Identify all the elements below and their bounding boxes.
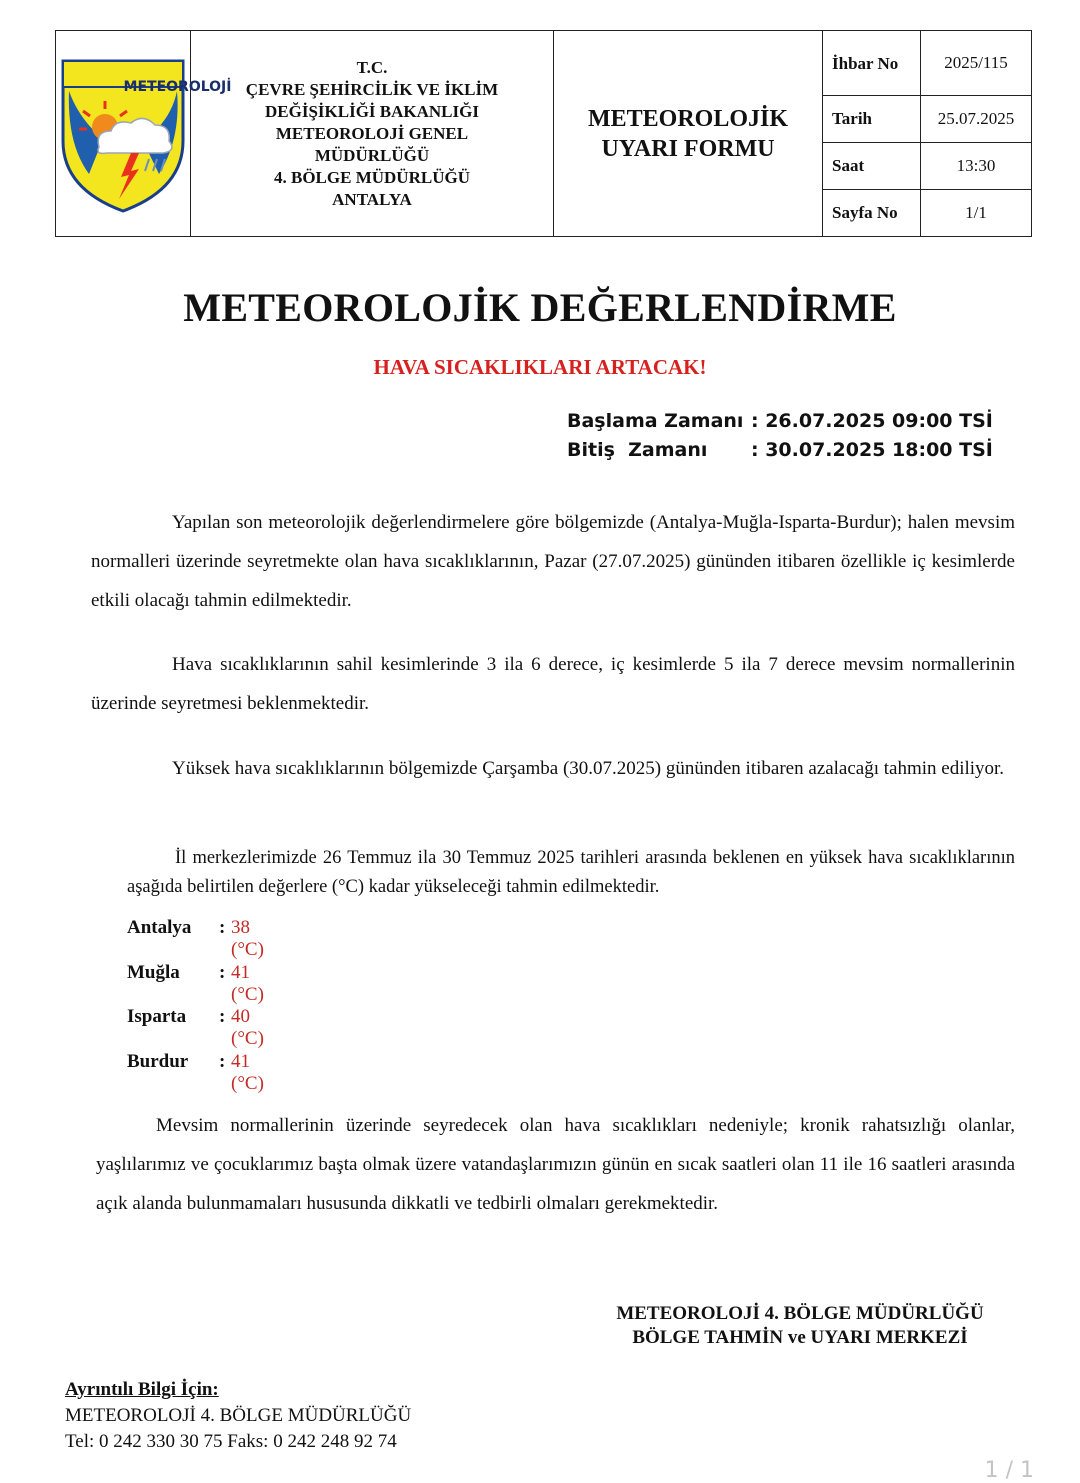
warning-subtitle: HAVA SICAKLIKLARI ARTACAK!	[373, 355, 707, 379]
contact-line-1: METEOROLOJİ 4. BÖLGE MÜDÜRLÜĞÜ	[65, 1405, 412, 1426]
temperature-city: Antalya	[127, 917, 192, 938]
paragraph-4-text: İl merkezlerimizde 26 Temmuz ila 30 Temmuz 2025 tarihleri arasında beklenen en yüksek hava sıcaklıklarının aşağıda belirtilen değerlere (°C) kadar yükseleceği tahmin edilmektedir.	[127, 848, 1015, 897]
meteoroloji-logo	[59, 49, 187, 214]
paragraph-2	[91, 645, 1015, 723]
meta-value-ihbar-no: 2025/115	[921, 31, 1032, 96]
form-title-line: UYARI FORMU	[601, 135, 775, 162]
org-line: MÜDÜRLÜĞÜ	[314, 145, 430, 165]
temperature-value: 38 (°C)	[231, 917, 264, 960]
organization-cell	[191, 31, 554, 237]
signature-line-1: METEOROLOJİ 4. BÖLGE MÜDÜRLÜĞÜ	[616, 1303, 984, 1324]
logo-text: METEOROLOJİ	[123, 78, 232, 95]
temperature-value: 40 (°C)	[231, 1006, 264, 1049]
document-title: METEOROLOJİK DEĞERLENDİRME	[183, 285, 897, 330]
temperature-city: Muğla	[127, 961, 180, 983]
start-time-label: Başlama Zamanı	[567, 410, 744, 432]
page-number: 1 / 1	[984, 1458, 1034, 1483]
logo-cell	[56, 31, 232, 237]
org-line: ÇEVRE ŞEHİRCİLİK VE İKLİM	[245, 79, 499, 99]
header-table	[55, 30, 1032, 237]
meta-value-saat: 13:30	[921, 142, 1032, 189]
signature-line-2: BÖLGE TAHMİN ve UYARI MERKEZİ	[632, 1327, 968, 1348]
org-line: DEĞİŞİKLİĞİ BAKANLIĞI	[265, 101, 479, 121]
meta-label-saat: Saat	[823, 142, 921, 189]
meta-value-sayfa-no: 1/1	[921, 189, 1032, 236]
contact-block	[65, 1377, 411, 1455]
org-line: 4. BÖLGE MÜDÜRLÜĞÜ	[274, 167, 470, 187]
signature-block	[560, 1302, 1040, 1350]
paragraph-1-text: Yapılan son meteorolojik değerlendirmelere göre bölgemizde (Antalya-Muğla-Isparta-Burdur); halen mevsim normalleri üzerinde seyretmekte olan hava sıcaklıklarının, Pazar (27.07.2025) gününden itibaren özellikle iç kesimlerde etkili olacağı tahmin edilmektedir.	[91, 512, 1015, 611]
paragraph-4	[127, 844, 1015, 902]
temperature-colon: :	[219, 917, 226, 938]
end-time-label: Bitiş Zamanı	[567, 439, 708, 461]
paragraph-5	[96, 1106, 1015, 1223]
org-line: METEOROLOJİ GENEL	[275, 123, 469, 143]
paragraph-5-text: Mevsim normallerinin üzerinde seyredecek olan hava sıcaklıkları nedeniyle; kronik rahatsızlığı olanlar, yaşlılarımız ve çocuklarımız başta olmak üzere vatandaşlarımızın günün en sıcak saatleri olan 11 ile 16 saatleri arasında açık alanda bulunmamaları hususunda dikkatli ve tedbirli olmaları gerekmektedir.	[96, 1115, 1015, 1214]
paragraph-3-text: Yüksek hava sıcaklıklarının bölgemizde Çarşamba (30.07.2025) gününden itibaren azalacağı tahmin ediliyor.	[172, 758, 1005, 779]
temperature-colon: :	[219, 1006, 226, 1027]
temperature-city: Isparta	[127, 1006, 187, 1027]
temperature-value: 41 (°C)	[231, 961, 264, 1005]
contact-line-2: Tel: 0 242 330 30 75 Faks: 0 242 248 92 74	[65, 1431, 397, 1452]
temperature-value: 41 (°C)	[231, 1050, 264, 1094]
org-line: T.C.	[356, 57, 388, 77]
form-title-cell	[554, 31, 823, 237]
paragraph-2-text: Hava sıcaklıklarının sahil kesimlerinde 3 ila 6 derece, iç kesimlerde 5 ila 7 derece mevsim normallerinin üzerinde seyretmesi beklenmektedir.	[91, 654, 1015, 714]
org-line: ANTALYA	[332, 189, 412, 209]
temperature-colon: :	[219, 961, 226, 983]
end-time-value: : 30.07.2025 18:00 TSİ	[751, 439, 993, 461]
meta-label-ihbar-no: İhbar No	[823, 31, 921, 96]
paragraph-3	[91, 749, 1015, 788]
meta-value-tarih: 25.07.2025	[921, 96, 1032, 142]
start-time-value: : 26.07.2025 09:00 TSİ	[751, 410, 993, 432]
paragraph-1	[91, 503, 1015, 620]
contact-title: Ayrıntılı Bilgi İçin:	[65, 1379, 219, 1400]
meta-label-tarih: Tarih	[823, 96, 921, 142]
temperature-colon: :	[219, 1050, 226, 1072]
form-title-line: METEOROLOJİK	[587, 105, 789, 132]
meta-label-sayfa-no: Sayfa No	[823, 189, 921, 236]
temperature-city: Burdur	[127, 1050, 189, 1072]
